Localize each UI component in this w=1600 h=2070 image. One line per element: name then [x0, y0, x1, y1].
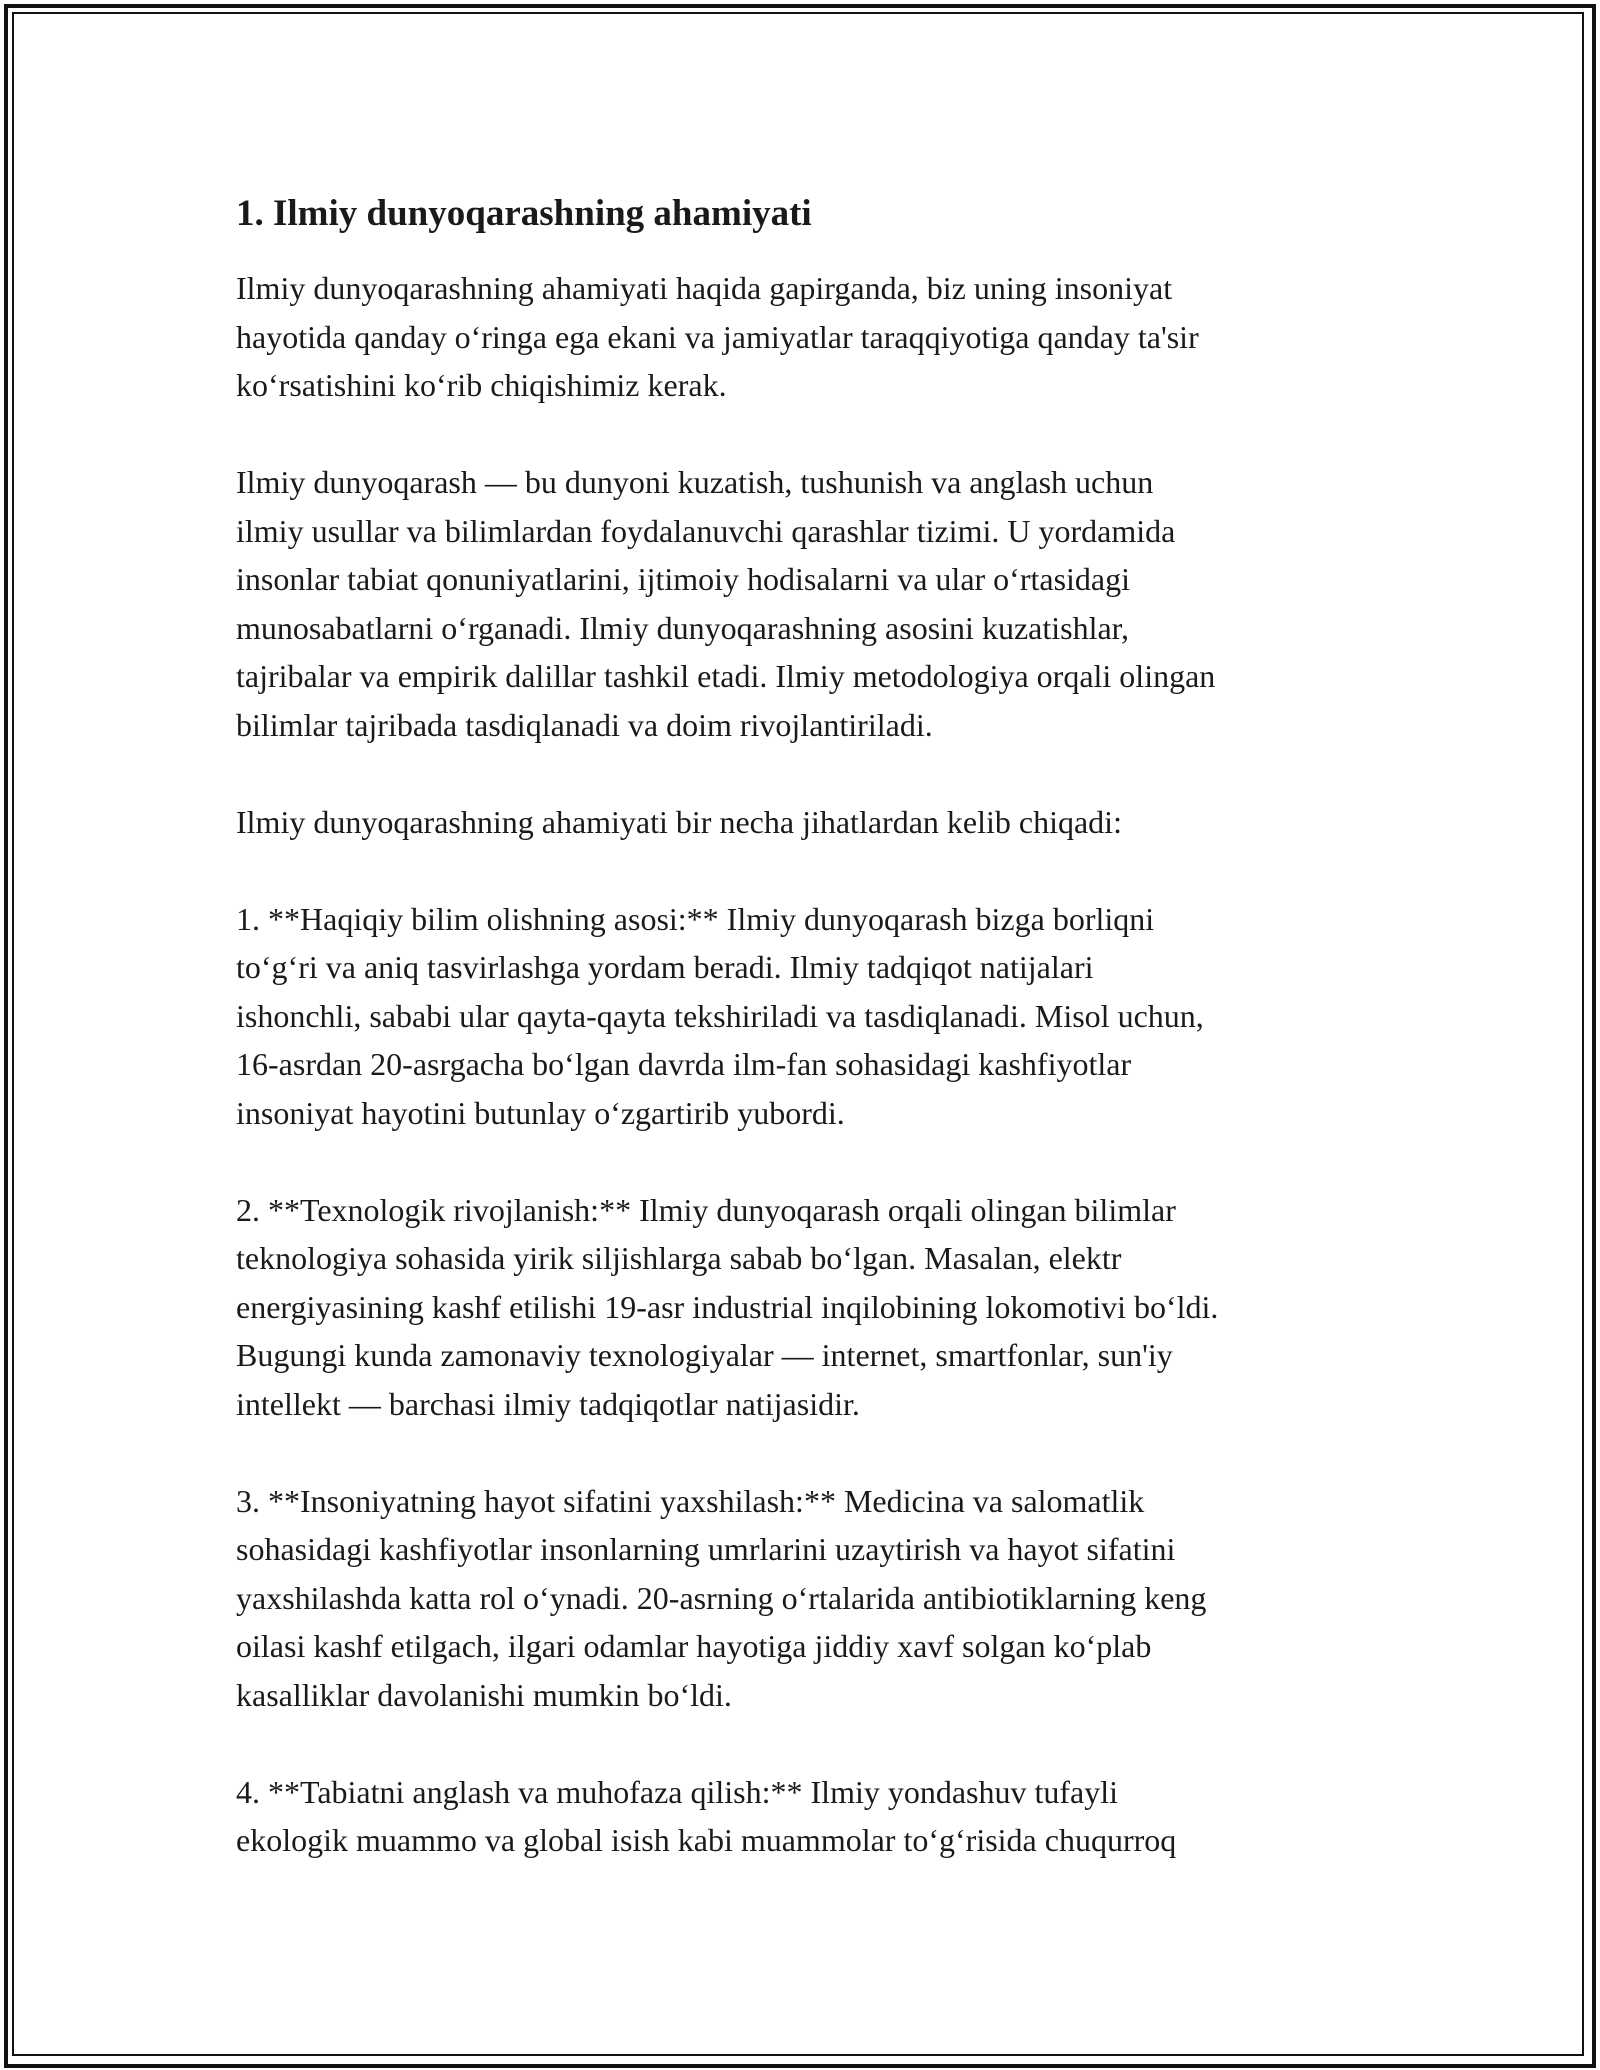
text-line: insonlar tabiat qonuniyatlarini, ijtimoiy hodisalarni va ular o‘rtasidagi	[236, 561, 1131, 597]
paragraph	[236, 895, 1386, 1138]
text-line: 2. **Texnologik rivojlanish:** Ilmiy dunyoqarash orqali olingan bilimlar	[236, 1191, 1176, 1228]
text-line: hayotida qanday o‘ringa ega ekani va jamiyatlar taraqqiyotiga qanday ta'sir	[236, 318, 1199, 355]
paragraph	[236, 264, 1386, 410]
text-line: Bugungi kunda zamonaviy texnologiyalar — internet, smartfonlar, sun'iy	[236, 1337, 1173, 1373]
paragraph	[236, 458, 1386, 749]
text-line: munosabatlarni o‘rganadi. Ilmiy dunyoqarashning asosini kuzatishlar,	[236, 609, 1130, 646]
text-line: intellekt — barchasi ilmiy tadqiqotlar natijasidir.	[236, 1385, 860, 1422]
text-line: energiyasining kashf etilishi 19-asr industrial inqilobining lokomotivi bo‘ldi.	[236, 1288, 1219, 1325]
text-line: sohasidagi kashfiyotlar insonlarning umrlarini uzaytirish va hayot sifatini	[236, 1531, 1176, 1567]
text-line: tajribalar va empirik dalillar tashkil etadi. Ilmiy metodologiya orqali olingan	[236, 658, 1216, 694]
section-heading: 1. Ilmiy dunyoqarashning ahamiyati	[236, 193, 812, 234]
text-line: 3. **Insoniyatning hayot sifatini yaxshilash:** Medicina va salomatlik	[236, 1482, 1145, 1519]
text-line: kasalliklar davolanishi mumkin bo‘ldi.	[236, 1676, 732, 1713]
text-line: Ilmiy dunyoqarashning ahamiyati haqida gapirganda, biz uning insoniyat	[236, 270, 1173, 306]
text-line: ko‘rsatishini ko‘rib chiqishimiz kerak.	[236, 367, 727, 403]
text-line: Ilmiy dunyoqarash — bu dunyoni kuzatish, tushunish va anglash uchun	[236, 464, 1154, 500]
text-line: Ilmiy dunyoqarashning ahamiyati bir necha jihatlardan kelib chiqadi:	[236, 803, 1122, 840]
paragraph-list	[236, 264, 1386, 1865]
paragraph	[236, 1477, 1386, 1720]
text-line: to‘g‘ri va aniq tasvirlashga yordam beradi. Ilmiy tadqiqot natijalari	[236, 949, 1094, 985]
text-line: ishonchli, sababi ular qayta-qayta tekshiriladi va tasdiqlanadi. Misol uchun,	[236, 997, 1204, 1034]
text-line: 4. **Tabiatni anglash va muhofaza qilish:** Ilmiy yondashuv tufayli	[236, 1773, 1119, 1810]
text-line: teknologiya sohasida yirik siljishlarga sabab bo‘lgan. Masalan, elektr	[236, 1240, 1122, 1276]
text-line: yaxshilashda katta rol o‘ynadi. 20-asrning o‘rtalarida antibiotiklarning keng	[236, 1579, 1207, 1616]
text-line: insoniyat hayotini butunlay o‘zgartirib yubordi.	[236, 1094, 845, 1131]
text-line: oilasi kashf etilgach, ilgari odamlar hayotiga jiddiy xavf solgan ko‘plab	[236, 1628, 1152, 1664]
text-line: 16-asrdan 20-asrgacha bo‘lgan davrda ilm-fan sohasidagi kashfiyotlar	[236, 1046, 1132, 1082]
text-line: ekologik muammo va global isish kabi muammolar to‘g‘risida chuqurroq	[236, 1822, 1177, 1858]
paragraph	[236, 798, 1386, 847]
paragraph	[236, 1768, 1386, 1865]
paragraph	[236, 1186, 1386, 1429]
text-line: 1. **Haqiqiy bilim olishning asosi:** Ilmiy dunyoqarash bizga borliqni	[236, 900, 1155, 937]
document-body	[236, 186, 1386, 1913]
text-line: ilmiy usullar va bilimlardan foydalanuvchi qarashlar tizimi. U yordamida	[236, 512, 1176, 549]
text-line: bilimlar tajribada tasdiqlanadi va doim rivojlantiriladi.	[236, 706, 933, 743]
